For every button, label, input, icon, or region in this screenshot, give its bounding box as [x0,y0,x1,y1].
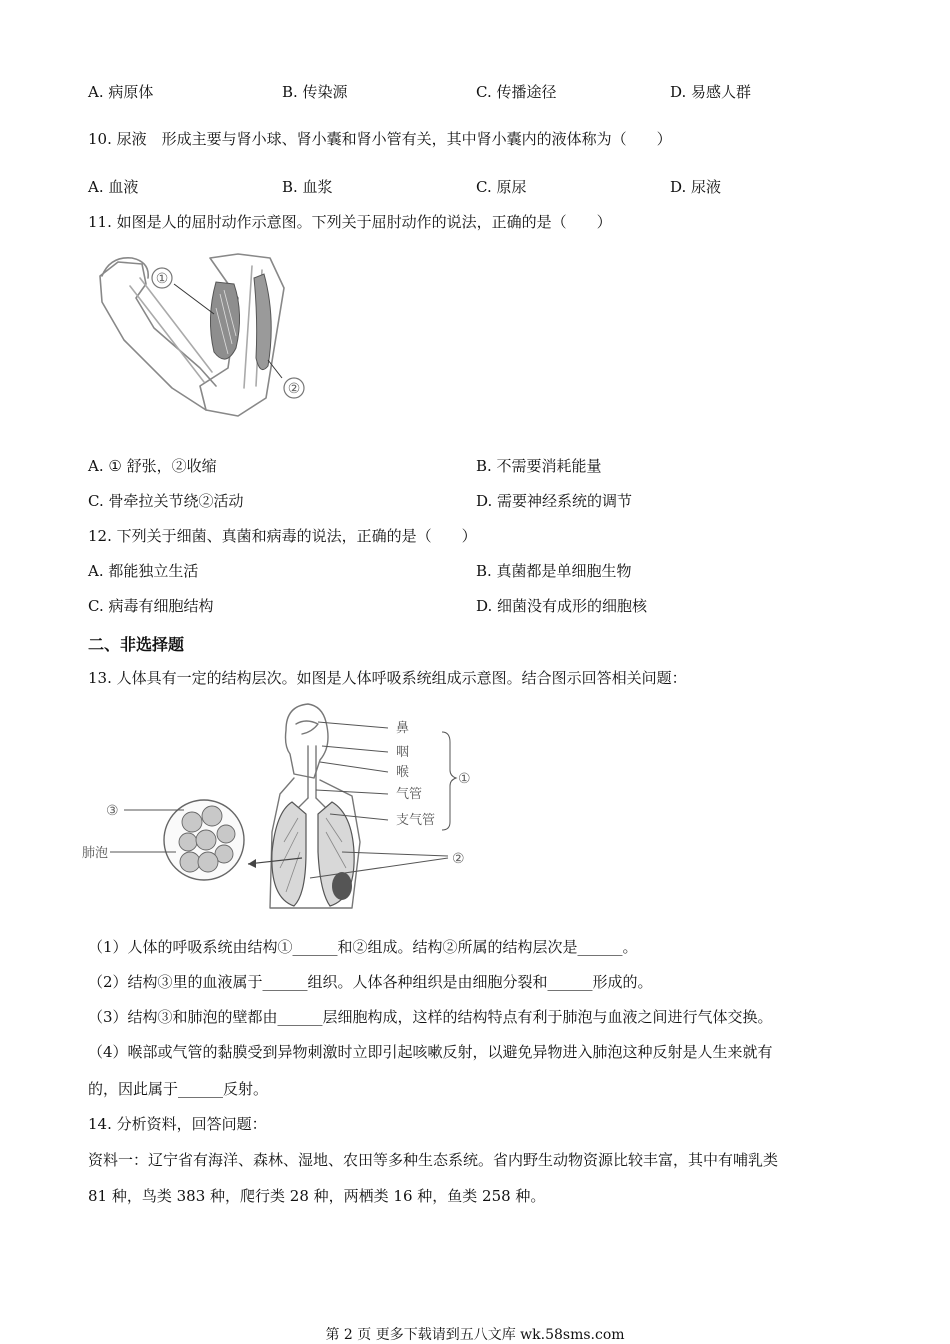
q9-option-d: D. 易感人群 [670,83,752,101]
label-group-1: ① [458,771,471,787]
page-footer: 第 2 页 更多下载请到五八文库 wk.58sms.com [325,1327,625,1343]
label-trachea: 气管 [396,787,423,802]
elbow-flexion-figure [88,248,318,423]
q14-stem: 14. 分析资料，回答问题： [88,1115,267,1133]
q11-option-c: C. 骨牵拉关节绕②活动 [88,492,244,510]
q12-option-c: C. 病毒有细胞结构 [88,597,214,615]
respiratory-system-figure [80,702,480,917]
q10-option-b: B. 血浆 [282,178,333,196]
q11-option-b: B. 不需要消耗能量 [476,457,602,475]
label-larynx: 喉 [396,765,410,780]
q14-material-line2: 81 种，鸟类 383 种，爬行类 28 种，两栖类 16 种，鱼类 258 种。 [88,1187,546,1205]
q11-option-d: D. 需要神经系统的调节 [476,492,633,510]
q9-option-a: A. 病原体 [88,83,154,101]
q13-sub4-line1: （4）喉部或气管的黏膜受到异物刺激时立即引起咳嗽反射，以避免异物进入肺泡这种反射是人生来就有 [88,1043,773,1061]
q10-option-c: C. 原尿 [476,178,527,196]
q12-option-d: D. 细菌没有成形的细胞核 [476,597,648,615]
label-struct-3: ③ [106,803,119,819]
label-nose: 鼻 [396,721,410,736]
q13-sub2: （2）结构③里的血液属于______组织。人体各种组织是由细胞分裂和______形成的。 [88,973,653,991]
q12-option-b: B. 真菌都是单细胞生物 [476,562,632,580]
label-pharynx: 咽 [396,745,410,760]
q13-sub4-line2: 的，因此属于______反射。 [88,1080,269,1098]
label-bronchi: 支气管 [396,813,436,828]
q11-option-a: A. ① 舒张，②收缩 [88,457,217,475]
q9-option-c: C. 传播途径 [476,83,557,101]
label-group-2: ② [452,851,465,867]
q9-option-b: B. 传染源 [282,83,348,101]
q10-option-a: A. 血液 [88,178,139,196]
q12-option-a: A. 都能独立生活 [88,562,199,580]
q13-stem: 13. 人体具有一定的结构层次。如图是人体呼吸系统组成示意图。结合图示回答相关问题： [88,669,687,687]
q11-label-2: ② [287,381,301,397]
q14-material-line1: 资料一：辽宁省有海洋、森林、湿地、农田等多种生态系统。省内野生动物资源比较丰富，其中有哺乳类 [88,1151,779,1169]
q13-sub3: （3）结构③和肺泡的壁都由______层细胞构成，这样的结构特点有利于肺泡与血液之间进行气体交换。 [88,1008,773,1026]
section-title: 二、非选择题 [88,635,185,654]
q10-option-d: D. 尿液 [670,178,722,196]
q11-stem: 11. 如图是人的屈肘动作示意图。下列关于屈肘动作的说法，正确的是（ ） [88,213,612,231]
q13-sub1: （1）人体的呼吸系统由结构①______和②组成。结构②所属的结构层次是______。 [88,938,638,956]
label-alveoli: 肺泡 [82,846,109,861]
q11-label-1: ① [155,271,169,287]
q12-stem: 12. 下列关于细菌、真菌和病毒的说法，正确的是（ ） [88,527,477,545]
q10-stem: 10. 尿液 形成主要与肾小球、肾小囊和肾小管有关，其中肾小囊内的液体称为（ ） [88,130,672,148]
